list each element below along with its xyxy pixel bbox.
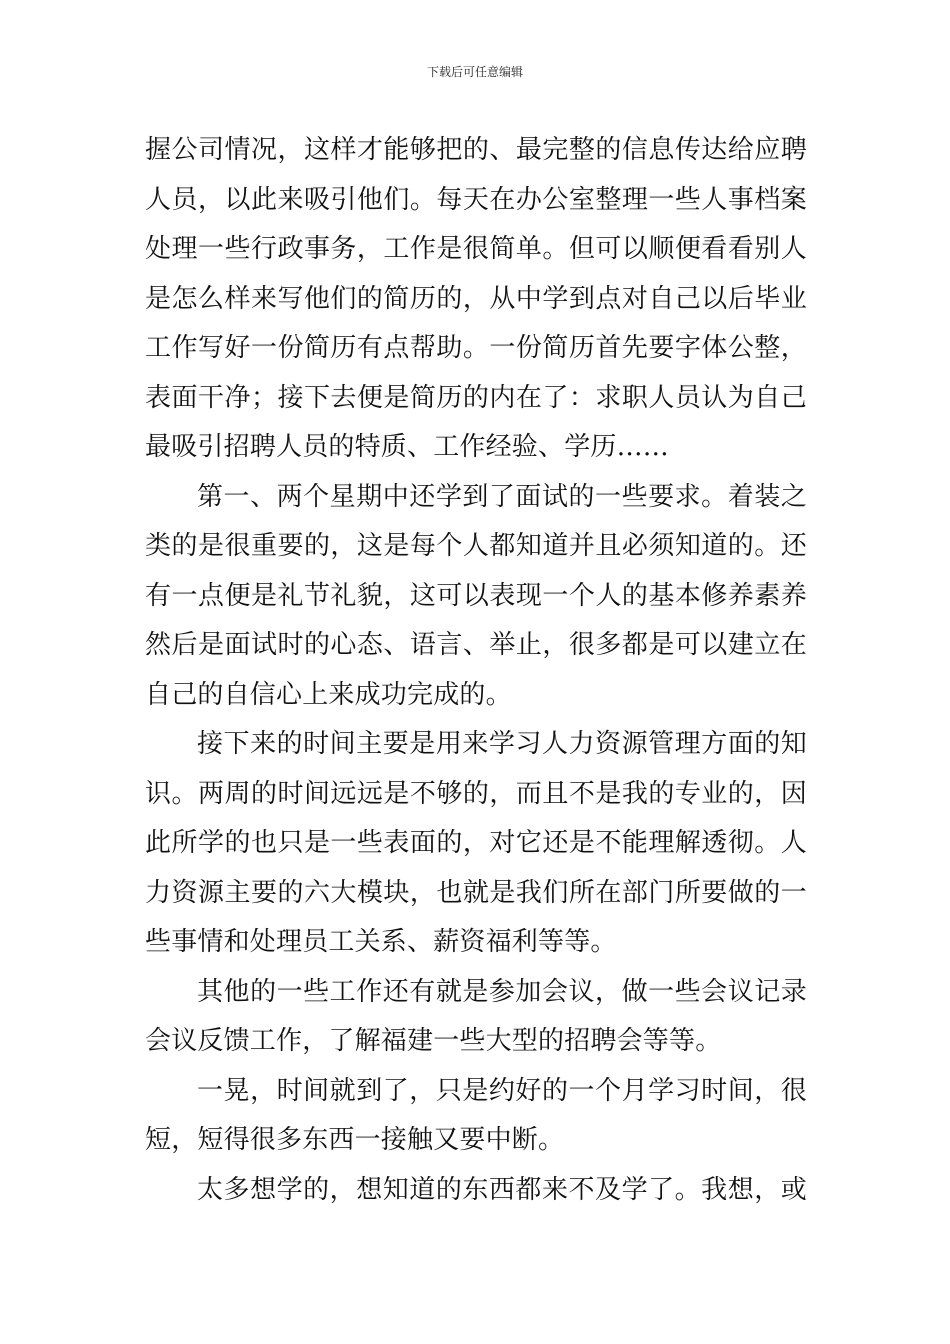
text-line: 短，短得很多东西一接触又要中断。 xyxy=(145,1125,565,1155)
text-line: 表面干净；接下去便是简历的内在了：求职人员认为自己 xyxy=(145,382,807,413)
text-line: 然后是面试时的心态、语言、举止，很多都是可以建立在 xyxy=(145,630,807,660)
text-line: 握公司情况，这样才能够把的、最完整的信息传达给应聘 xyxy=(145,135,807,165)
text-line: 处理一些行政事务，工作是很简单。但可以顺便看看别人 xyxy=(145,234,807,264)
text-line: 太多想学的，想知道的东西都来不及学了。我想，或 xyxy=(197,1174,807,1205)
text-line: 工作写好一份简历有点帮助。一份简历首先要字体公整， xyxy=(145,333,807,363)
text-line: 会议反馈工作，了解福建一些大型的招聘会等等。 xyxy=(145,1026,722,1056)
text-line: 其他的一些工作还有就是参加会议，做一些会议记录 xyxy=(197,976,807,1007)
text-line: 是怎么样来写他们的简历的，从中学到点对自己以后毕业 xyxy=(145,283,807,314)
text-line: 识。两周的时间远远是不够的，而且不是我的专业的，因 xyxy=(145,778,807,809)
body-text xyxy=(145,126,807,1215)
page-header: 下载后可任意编辑 xyxy=(426,65,523,79)
text-line: 最吸引招聘人员的特质、工作经验、学历…… xyxy=(145,432,670,462)
text-line: 一晃，时间就到了，只是约好的一个月学习时间，很 xyxy=(197,1075,807,1106)
text-line: 有一点便是礼节礼貌，这可以表现一个人的基本修养素养 xyxy=(145,580,807,611)
text-line: 力资源主要的六大模块，也就是我们所在部门所要做的一 xyxy=(145,877,807,908)
text-line: 此所学的也只是一些表面的，对它还是不能理解透彻。人 xyxy=(145,828,807,858)
text-line: 些事情和处理员工关系、薪资福利等等。 xyxy=(145,927,617,957)
text-line: 第一、两个星期中还学到了面试的一些要求。着装之 xyxy=(197,481,807,512)
text-line: 人员，以此来吸引他们。每天在办公室整理一些人事档案 xyxy=(145,184,807,215)
text-line: 类的是很重要的，这是每个人都知道并且必须知道的。还 xyxy=(145,531,807,561)
text-line: 自己的自信心上来成功完成的。 xyxy=(145,679,512,710)
text-line: 接下来的时间主要是用来学习人力资源管理方面的知 xyxy=(197,729,807,759)
